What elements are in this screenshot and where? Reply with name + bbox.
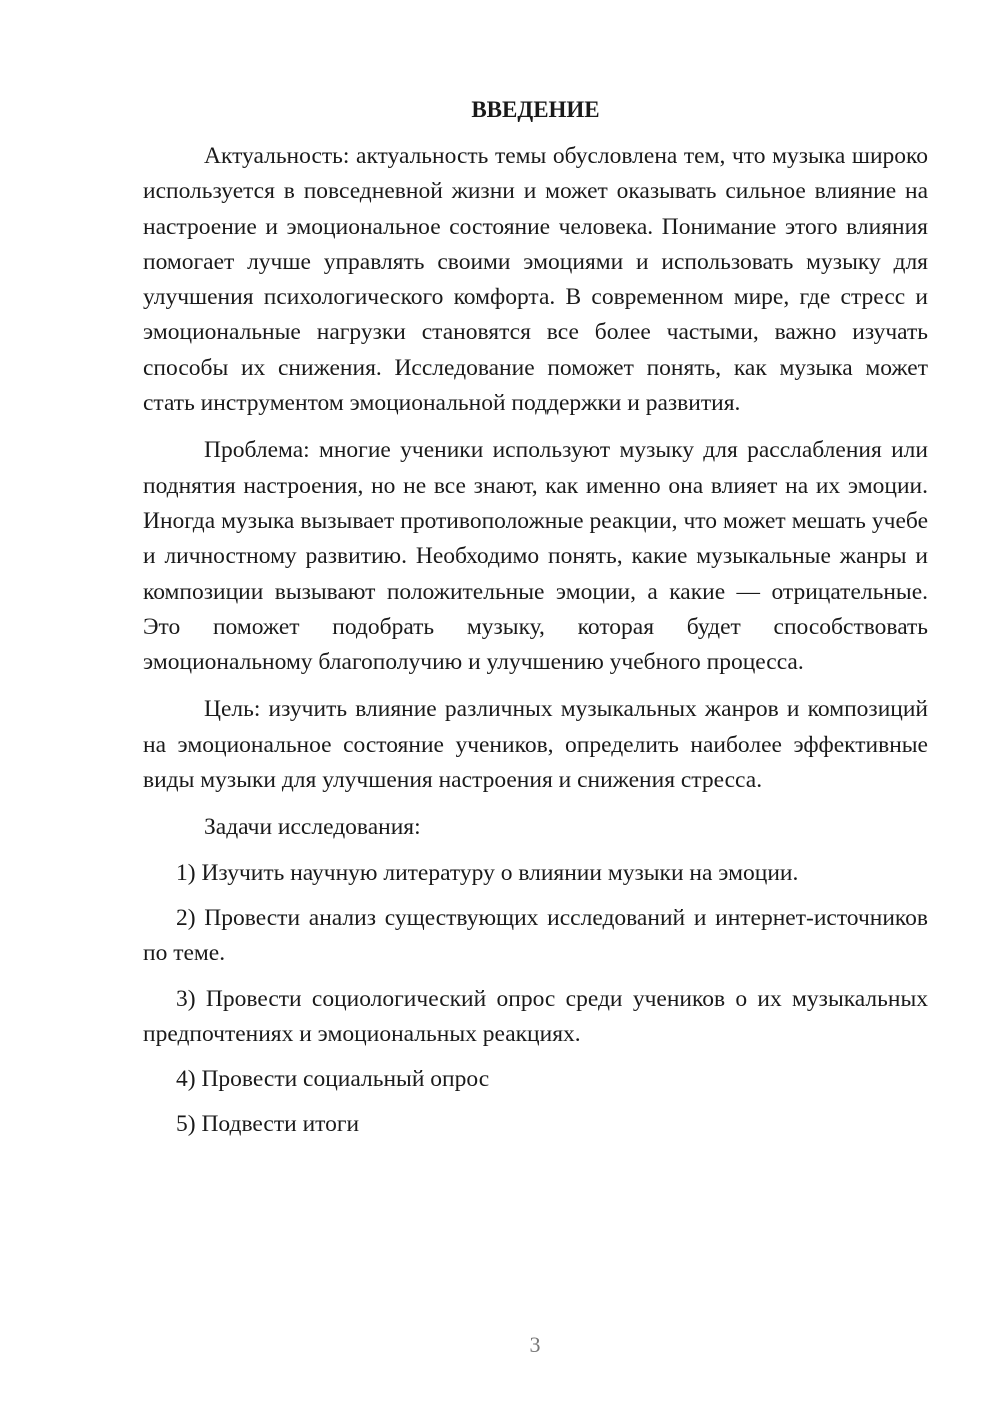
page-content	[143, 92, 928, 1153]
list-item: 4) Провести социальный опрос	[176, 1066, 490, 1093]
tasks-list	[143, 856, 928, 1143]
page-number: 3	[529, 1332, 541, 1357]
paragraph-relevance: Актуальность: актуальность темы обусловлена тем, что музыка широко используется в повседневной жизни и может оказывать сильное влияние на настроение и эмоциональное состояние человека. Понимание этого влияния помогает лучше управлять своими эмоциями и использовать музыку для улучшения психологического комфорта. В современном мире, где стресс и эмоциональные нагрузки становятся все более частыми, важно изучать способы их снижения. Исследование поможет понять, как музыка может стать инструментом эмоциональной поддержки и развития.	[143, 143, 928, 417]
paragraph-problem: Проблема: многие ученики используют музыку для расслабления или поднятия настроения, но не все знают, как именно она влияет на их эмоции. Иногда музыка вызывает противоположные реакции, что может мешать учебе и личностному развитию. Необходимо понять, какие музыкальные жанры и композиции вызывают положительные эмоции, а какие — отрицательные. Это поможет подобрать музыку, которая будет способствовать эмоциональному благополучию и улучшению учебного процесса.	[143, 437, 928, 676]
page-title: ВВЕДЕНИЕ	[471, 97, 600, 122]
list-item: 1) Изучить научную литературу о влиянии музыки на эмоции.	[176, 859, 799, 886]
list-item: 3) Провести социологический опрос среди учеников о их музыкальных предпочтениях и эмоциональных реакциях.	[143, 985, 928, 1047]
list-item: 5) Подвести итоги	[176, 1111, 360, 1138]
list-item: 2) Провести анализ существующих исследований и интернет-источников по теме.	[143, 904, 928, 967]
paragraph-goal: Цель: изучить влияние различных музыкальных жанров и композиций на эмоциональное состояние учеников, определить наиболее эффективные виды музыки для улучшения настроения и снижения стресса.	[143, 696, 928, 794]
tasks-heading: Задачи исследования:	[204, 814, 421, 841]
